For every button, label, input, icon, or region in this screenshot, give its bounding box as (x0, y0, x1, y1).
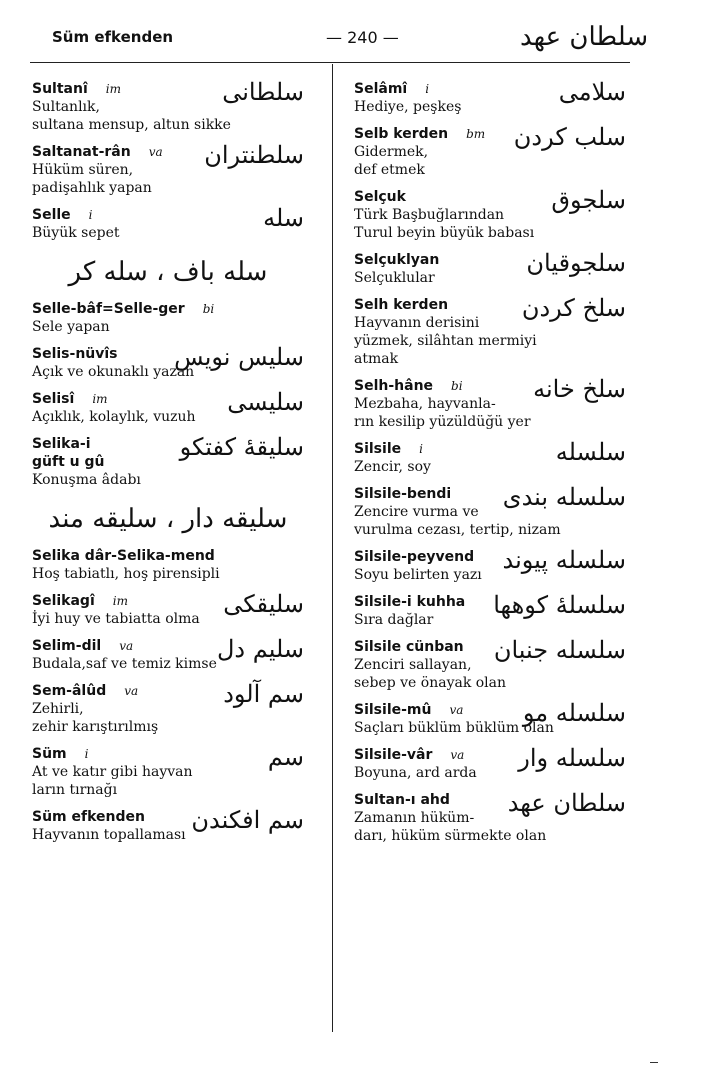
dictionary-entry (32, 390, 304, 426)
definition-line: Zehirli, (32, 701, 84, 717)
grammar-abbr: i (88, 208, 93, 222)
margin-mark (650, 1062, 658, 1063)
grammar-abbr: i (84, 747, 89, 761)
dictionary-entry (32, 637, 304, 673)
dictionary-entry (32, 808, 304, 844)
grammar-abbr: va (450, 748, 465, 762)
header-rule (30, 62, 630, 63)
headword-text: Selis-nüvîs (32, 346, 118, 362)
dictionary-entry (32, 547, 304, 583)
grammar-abbr: va (124, 684, 139, 698)
dictionary-entry (354, 377, 626, 431)
arabic-script: سلخ كردن (521, 294, 626, 322)
dictionary-entry (354, 701, 626, 737)
headword-text: Süm (32, 746, 67, 762)
column-divider (332, 64, 333, 1032)
arabic-script: سليقكى (223, 590, 304, 618)
dictionary-entry (354, 296, 626, 368)
definition-line: Açık ve okunaklı yazan (32, 364, 195, 380)
dictionary-entry (32, 345, 304, 381)
definition-line: Zenciri sallayan, (354, 657, 472, 673)
entry-headword (32, 745, 304, 763)
dictionary-entry (32, 435, 304, 489)
definition-line: Zencire vurma ve (354, 504, 479, 520)
definition-line: vurulma cezası, tertip, nizam (354, 522, 561, 538)
dictionary-entry (32, 682, 304, 736)
entry-headword-cont: güft u gû (32, 454, 105, 470)
definition-line: Turul beyin büyük babası (354, 225, 535, 241)
headword-text: Selika-i (32, 436, 91, 452)
definition-line: İyi huy ve tabiatta olma (32, 611, 200, 627)
arabic-script: سلسله بندى (502, 483, 626, 511)
arabic-script: سم آلود (223, 680, 304, 708)
arabic-compound: سله باف ، سله كر (68, 257, 268, 287)
headword-text: Silsile-vâr (354, 747, 433, 763)
headword-text: Selika dâr-Selika-mend (32, 548, 215, 564)
headword-text: Silsile cünban (354, 639, 464, 655)
headword-text: Selh-hâne (354, 378, 434, 394)
definition-line: padişahlık yapan (32, 180, 152, 196)
grammar-abbr: va (119, 639, 134, 653)
grammar-abbr: bm (466, 127, 486, 141)
arabic-script: سلسله (555, 438, 626, 466)
dictionary-entry (32, 80, 304, 134)
headword-text: Silsile-i kuhha (354, 594, 466, 610)
dictionary-entry (32, 592, 304, 628)
dictionary-entry (354, 548, 626, 584)
headword-text: Saltanat-rân (32, 144, 131, 160)
definition-line: def etmek (354, 162, 425, 178)
arabic-script: سلطان عهد (507, 789, 626, 817)
definition-line: Büyük sepet (32, 225, 120, 241)
definition-line: Hediye, peşkeş (354, 99, 462, 115)
grammar-abbr: im (92, 392, 108, 406)
dictionary-entry (32, 143, 304, 197)
dictionary-entry (32, 498, 304, 538)
headword-text: Silsile (354, 441, 402, 457)
entry-headword (32, 300, 304, 318)
definition-line: Zencir, soy (354, 459, 431, 475)
definition-line: Saçları büklüm büklüm olan (354, 720, 554, 736)
headword-text: Selçuklyan (354, 252, 440, 268)
dictionary-entry (354, 638, 626, 692)
headword-text: Selim-dil (32, 638, 102, 654)
arabic-script: سم افكندن (191, 806, 304, 834)
dictionary-entry (354, 746, 626, 782)
grammar-abbr: im (112, 594, 128, 608)
definition-line: Sele yapan (32, 319, 110, 335)
dictionary-entry (32, 300, 304, 336)
definition-line: Açıklık, kolaylık, vuzuh (32, 409, 196, 425)
arabic-script: سلخ خانه (533, 375, 626, 403)
dictionary-entry (354, 440, 626, 476)
arabic-script: سليقهٔ كفتكو (179, 433, 304, 461)
headword-text: Silsile-peyvend (354, 549, 475, 565)
dictionary-entry (32, 206, 304, 242)
headword-text: Silsile-mû (354, 702, 432, 718)
headword-text: Süm efkenden (32, 809, 145, 825)
arabic-script: سله (263, 204, 304, 232)
definition-line: Zamanın hüküm- (354, 810, 475, 826)
page-header (0, 22, 708, 54)
grammar-abbr: va (449, 703, 464, 717)
definition-line: Sıra dağlar (354, 612, 434, 628)
dictionary-entry (354, 791, 626, 845)
definition-line: ların tırnağı (32, 782, 118, 798)
arabic-script: سلسله وار (518, 744, 626, 772)
grammar-abbr: i (425, 82, 430, 96)
grammar-abbr: im (105, 82, 121, 96)
arabic-script: سم (267, 743, 304, 771)
arabic-script: سليس نويس (174, 343, 304, 371)
definition-line: Boyuna, ard arda (354, 765, 477, 781)
arabic-script: سلسله پيوند (502, 546, 626, 574)
headword-text: Sultanî (32, 81, 88, 97)
page-number: — 240 — (326, 28, 399, 47)
arabic-running-head: سلطان عهد (520, 22, 649, 52)
right-column (354, 80, 626, 854)
headword-text: Selb kerden (354, 126, 449, 142)
definition-line: Türk Başbuğlarından (354, 207, 505, 223)
definition-line: Hoş tabiatlı, hoş pirensipli (32, 566, 220, 582)
definition-line: darı, hüküm sürmekte olan (354, 828, 547, 844)
headword-text: Selikagî (32, 593, 95, 609)
arabic-script: سلسلهٔ كوهها (493, 591, 626, 619)
definition-line: Mezbaha, hayvanla- (354, 396, 496, 412)
arabic-script: سليم دل (216, 635, 304, 663)
dictionary-entry (32, 745, 304, 799)
headword-text: Selâmî (354, 81, 408, 97)
headword-text: Selisî (32, 391, 75, 407)
arabic-script: سليسى (227, 388, 304, 416)
dictionary-entry (354, 593, 626, 629)
left-column (32, 80, 304, 853)
definition-line: zehir karıştırılmış (32, 719, 159, 735)
running-head: Süm efkenden (52, 28, 174, 46)
headword-text: Selh kerden (354, 297, 449, 313)
arabic-script: سلسله جنبان (493, 636, 626, 664)
arabic-compound: سليقه دار ، سليقه مند (48, 504, 288, 534)
headword-text: Selçuk (354, 189, 406, 205)
grammar-abbr: bi (202, 302, 215, 316)
definition-line: Konuşma âdabı (32, 472, 141, 488)
dictionary-entry (354, 80, 626, 116)
definition-line: Sultanlık, (32, 99, 100, 115)
arabic-script: سلجوقيان (526, 249, 626, 277)
definition-line: sebep ve önayak olan (354, 675, 507, 691)
arabic-script: سلطانى (222, 78, 304, 106)
dictionary-entry (354, 188, 626, 242)
headword-text: Selle-bâf=Selle-ger (32, 301, 185, 317)
arabic-script: سلامى (558, 78, 626, 106)
definition-line: Selçuklular (354, 270, 435, 286)
definition-line: atmak (354, 351, 399, 367)
dictionary-entry (32, 251, 304, 291)
arabic-script: سلجوق (551, 186, 626, 214)
definition-line: Soyu belirten yazı (354, 567, 482, 583)
grammar-abbr: bi (451, 379, 463, 393)
definition-line: Gidermek, (354, 144, 429, 160)
headword-text: Selle (32, 207, 71, 223)
grammar-abbr: i (419, 442, 423, 456)
arabic-script: سلسله مو (522, 699, 626, 727)
dictionary-entry (354, 125, 626, 179)
arabic-script: سلطنتران (204, 141, 304, 169)
dictionary-entry (354, 251, 626, 287)
definition-line: Budala,saf ve temiz kimse (32, 656, 217, 672)
arabic-script: سلب كردن (513, 123, 626, 151)
definition-line: sultana mensup, altun sikke (32, 117, 231, 133)
entry-headword (32, 547, 304, 565)
definition-line: rın kesilip yüzüldüğü yer (354, 414, 531, 430)
headword-text: Sultan-ı ahd (354, 792, 450, 808)
dictionary-entry (354, 485, 626, 539)
definition-line: Hayvanın derisini (354, 315, 480, 331)
headword-text: Silsile-bendi (354, 486, 452, 502)
definition-line: At ve katır gibi hayvan (32, 764, 193, 780)
grammar-abbr: va (148, 145, 163, 159)
definition-line: Hayvanın topallaması (32, 827, 186, 843)
definition-line: Hüküm süren, (32, 162, 134, 178)
definition-line: yüzmek, silâhtan mermiyi (354, 333, 537, 349)
headword-text: Sem-âlûd (32, 683, 107, 699)
